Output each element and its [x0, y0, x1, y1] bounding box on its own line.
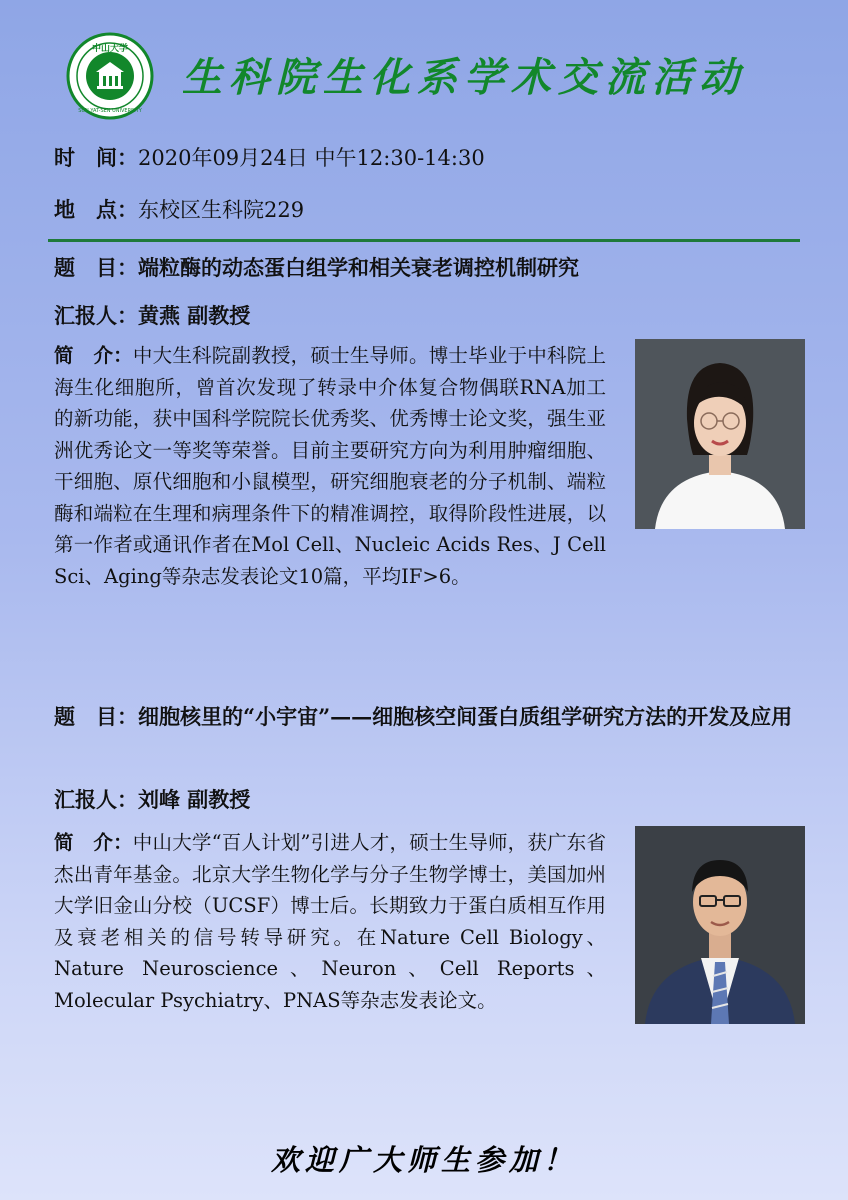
talk-2-title-text: 细胞核里的“小宇宙”——细胞核空间蛋白质组学研究方法的开发及应用 [138, 704, 793, 729]
seal-text-top: 中山大学 [91, 44, 129, 54]
talk-1-title-text: 端粒酶的动态蛋白组学和相关衰老调控机制研究 [138, 255, 579, 280]
talk-2-intro-label: 简 介： [54, 831, 133, 854]
time-value: 2020年09月24日 中午12:30-14:30 [138, 146, 485, 170]
talk-1-title-label: 题 目： [54, 255, 138, 280]
university-seal-icon [66, 32, 154, 120]
talk-2-title [54, 699, 794, 735]
talk-2-reporter [54, 784, 250, 814]
page-title: 生科院生化系学术交流活动 [182, 54, 746, 101]
talk-2-reporter-name: 刘峰 副教授 [138, 787, 251, 812]
place-row [54, 194, 304, 224]
time-label: 时 间： [54, 145, 138, 170]
talk-2-intro-text: 中山大学“百人计划”引进人才，硕士生导师，获广东省杰出青年基金。北京大学生物化学与分子生物学博士，美国加州大学旧金山分校（UCSF）博士后。长期致力于蛋白质相互作用及衰老相关的信号转导研究。在Nature Cell Biology、Nature Neuroscience、Neuron、Cell Reports、Molecular Psychiatry、PNAS等杂志发表论文。 [54, 831, 606, 1012]
talk-2-intro [54, 827, 606, 1016]
talk-1-intro-label: 简 介： [54, 344, 133, 367]
talk-1-reporter-name: 黄燕 副教授 [138, 303, 251, 328]
speaker-photo-female-icon [635, 339, 805, 529]
closing-invitation: 欢迎广大师生参加！ [270, 1143, 577, 1177]
divider [48, 239, 800, 242]
talk-1-title [54, 250, 794, 286]
talk-1-intro [54, 340, 606, 592]
place-label: 地 点： [54, 197, 138, 222]
time-row [54, 142, 485, 172]
speaker-photo-male-icon [635, 826, 805, 1024]
talk-1-intro-text: 中大生科院副教授，硕士生导师。博士毕业于中科院上海生化细胞所，曾首次发现了转录中介体复合物偶联RNA加工的新功能，获中国科学院院长优秀奖、优秀博士论文奖，强生亚洲优秀论文一等奖等荣誉。目前主要研究方向为利用肿瘤细胞、干细胞、原代细胞和小鼠模型，研究细胞衰老的分子机制、端粒酶和端粒在生理和病理条件下的精准调控，取得阶段性进展，以第一作者或通讯作者在Mol Cell、Nucleic Acids Res、J Cell Sci、Aging等杂志发表论文10篇，平均IF>6。 [54, 344, 606, 588]
talk-2-title-label: 题 目： [54, 704, 138, 729]
talk-1-reporter [54, 300, 250, 330]
talk-2-reporter-label: 汇报人： [54, 787, 138, 812]
place-value: 东校区生科院229 [138, 198, 305, 222]
talk-1-reporter-label: 汇报人： [54, 303, 138, 328]
seal-text-ring: SUN YAT-SEN UNIVERSITY [78, 108, 142, 114]
